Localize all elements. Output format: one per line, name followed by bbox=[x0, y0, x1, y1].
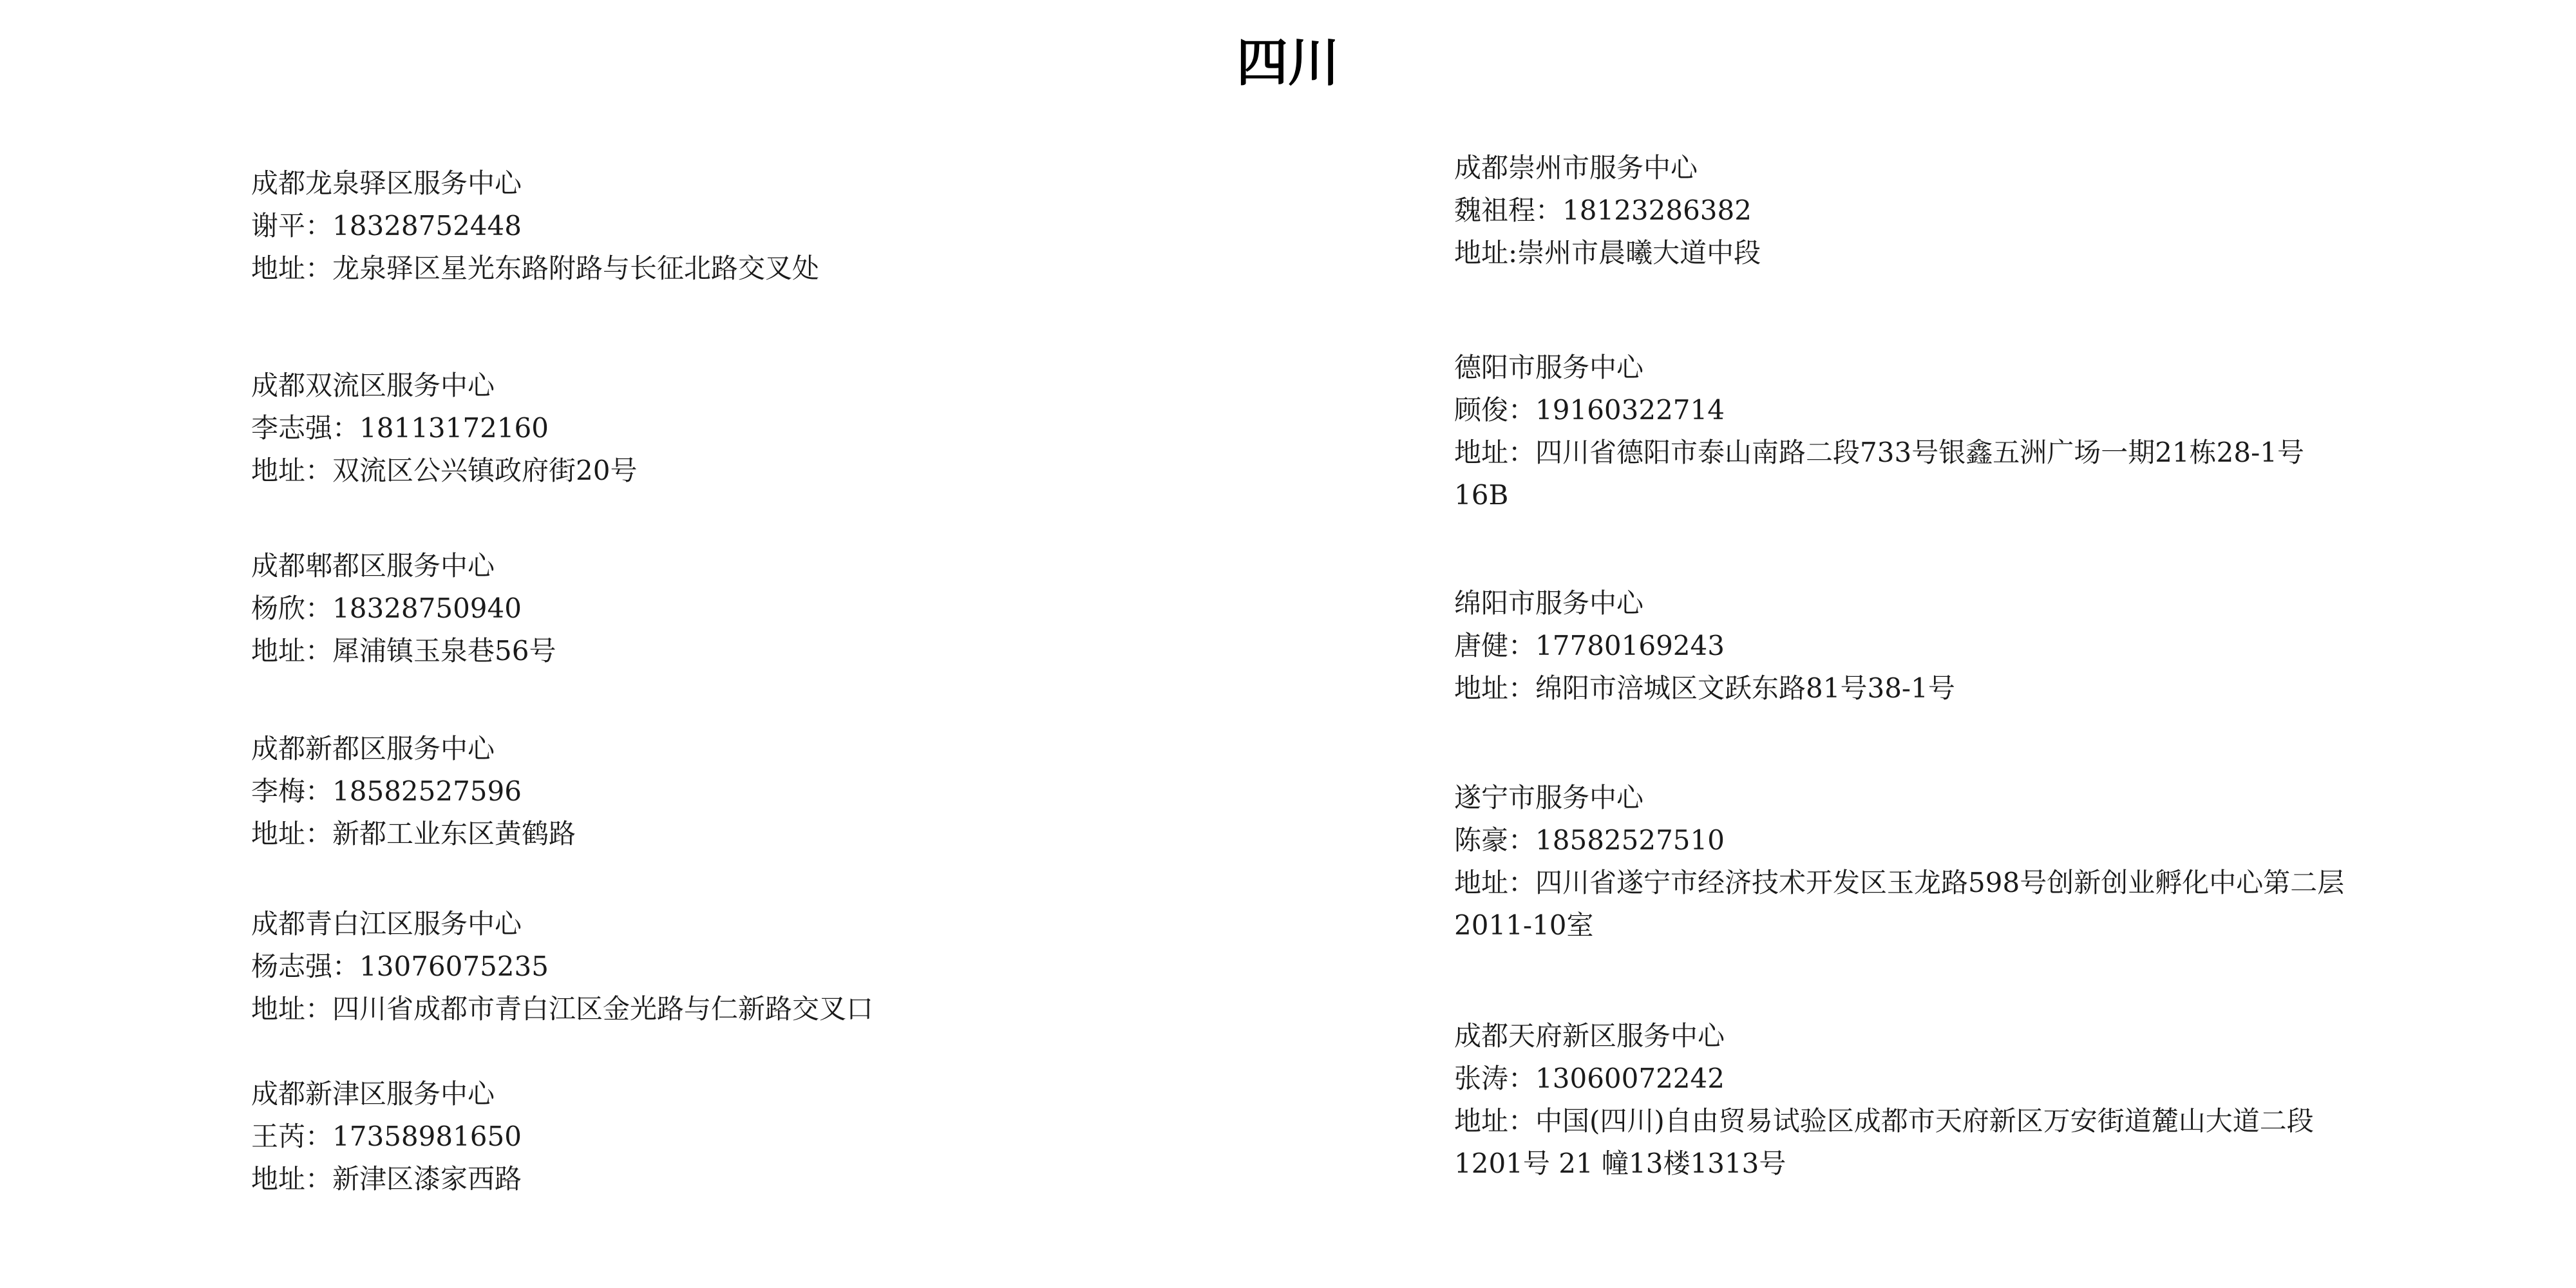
contact-name: 王芮 bbox=[251, 1121, 306, 1152]
address-text: 绵阳市涪城区文跃东路81号38-1号 bbox=[1535, 672, 1955, 704]
contact-line: 张涛：13060072242 bbox=[1454, 1063, 1725, 1094]
contact-name: 张涛 bbox=[1454, 1063, 1509, 1094]
service-center-entry bbox=[251, 365, 1378, 492]
address-line: 地址：四川省遂宁市经济技术开发区玉龙路598号创新创业孵化中心第二层2011-10室 bbox=[1454, 867, 2345, 941]
contact-line: 李梅：18582527596 bbox=[251, 775, 522, 807]
contact-line: 杨志强：13076075235 bbox=[251, 951, 549, 982]
center-name: 绵阳市服务中心 bbox=[1454, 587, 1644, 619]
address-text: 双流区公兴镇政府街20号 bbox=[332, 455, 638, 486]
address-label: 地址 bbox=[251, 818, 306, 849]
contact-name: 李志强 bbox=[251, 412, 333, 444]
address-text: 龙泉驿区星光东路附路与长征北路交叉处 bbox=[332, 252, 820, 284]
service-center-entry bbox=[251, 162, 1378, 290]
address-label: 地址 bbox=[251, 455, 306, 486]
address-label: 地址 bbox=[1454, 867, 1509, 898]
service-center-entry bbox=[251, 1073, 1378, 1200]
center-name: 德阳市服务中心 bbox=[1454, 352, 1644, 383]
address-line: 地址：新津区漆家西路 bbox=[251, 1163, 522, 1195]
service-center-entry bbox=[1454, 1015, 2356, 1185]
address-line: 地址：绵阳市涪城区文跃东路81号38-1号 bbox=[1454, 672, 1955, 704]
contact-phone: 18582527510 bbox=[1535, 824, 1725, 856]
address-text: 新津区漆家西路 bbox=[332, 1163, 522, 1195]
address-label: 地址 bbox=[1454, 1105, 1509, 1137]
address-label: 地址 bbox=[251, 252, 306, 284]
address-label: 地址 bbox=[1454, 237, 1509, 269]
contact-line: 王芮：17358981650 bbox=[251, 1121, 522, 1152]
address-text: 四川省遂宁市经济技术开发区玉龙路598号创新创业孵化中心第二层2011-10室 bbox=[1454, 867, 2345, 941]
address-label: 地址 bbox=[251, 635, 306, 667]
address-text: 四川省德阳市泰山南路二段733号银鑫五洲广场一期21栋28-1号16B bbox=[1454, 437, 2304, 511]
address-line: 地址：龙泉驿区星光东路附路与长征北路交叉处 bbox=[251, 252, 820, 284]
contact-phone: 17358981650 bbox=[332, 1121, 522, 1152]
contact-phone: 18582527596 bbox=[332, 775, 522, 807]
address-line: 地址：四川省成都市青白江区金光路与仁新路交叉口 bbox=[251, 993, 874, 1025]
contact-line: 魏祖程：18123286382 bbox=[1454, 194, 1752, 226]
contact-phone: 18328750940 bbox=[332, 592, 522, 624]
contact-phone: 18328752448 bbox=[332, 210, 522, 242]
center-name: 成都新都区服务中心 bbox=[251, 733, 495, 764]
contact-name: 谢平 bbox=[251, 210, 306, 242]
contact-line: 唐健：17780169243 bbox=[1454, 630, 1725, 661]
contact-line: 杨欣：18328750940 bbox=[251, 592, 522, 624]
address-line: 地址：中国(四川)自由贸易试验区成都市天府新区万安街道麓山大道二段 1201号 21 幢13楼1313号 bbox=[1454, 1105, 2314, 1179]
center-name: 成都郫都区服务中心 bbox=[251, 550, 495, 582]
contact-line: 李志强：18113172160 bbox=[251, 412, 549, 444]
address-text: 犀浦镇玉泉巷56号 bbox=[332, 635, 556, 667]
contact-phone: 18113172160 bbox=[359, 412, 549, 444]
address-label: 地址 bbox=[251, 993, 306, 1025]
contact-phone: 19160322714 bbox=[1535, 394, 1725, 426]
center-name: 遂宁市服务中心 bbox=[1454, 782, 1644, 813]
service-center-entry bbox=[251, 728, 1378, 855]
address-text: 新都工业东区黄鹤路 bbox=[332, 818, 576, 849]
address-line: 地址：新都工业东区黄鹤路 bbox=[251, 818, 576, 849]
contact-name: 杨志强 bbox=[251, 951, 333, 982]
center-name: 成都天府新区服务中心 bbox=[1454, 1020, 1725, 1052]
address-label: 地址 bbox=[1454, 672, 1509, 704]
center-name: 成都双流区服务中心 bbox=[251, 370, 495, 401]
address-text: 崇州市晨曦大道中段 bbox=[1517, 237, 1761, 269]
center-name: 成都崇州市服务中心 bbox=[1454, 152, 1698, 184]
service-center-entry bbox=[1454, 777, 2356, 947]
address-line: 地址：四川省德阳市泰山南路二段733号银鑫五洲广场一期21栋28-1号16B bbox=[1454, 437, 2304, 511]
contact-phone: 18123286382 bbox=[1562, 194, 1752, 226]
page-title: 四川 bbox=[1236, 33, 1340, 93]
contact-phone: 17780169243 bbox=[1535, 630, 1725, 661]
contact-phone: 13060072242 bbox=[1535, 1063, 1725, 1094]
contact-name: 杨欣 bbox=[251, 592, 306, 624]
address-line: 地址：犀浦镇玉泉巷56号 bbox=[251, 635, 556, 667]
address-text: 四川省成都市青白江区金光路与仁新路交叉口 bbox=[332, 993, 874, 1025]
service-center-entry bbox=[1454, 346, 2356, 516]
service-center-entry bbox=[251, 903, 1378, 1030]
contact-line: 陈豪：18582527510 bbox=[1454, 824, 1725, 856]
center-name: 成都新津区服务中心 bbox=[251, 1078, 495, 1110]
contact-name: 唐健 bbox=[1454, 630, 1509, 661]
address-text: 中国(四川)自由贸易试验区成都市天府新区万安街道麓山大道二段 1201号 21 幢13楼1313号 bbox=[1454, 1105, 2314, 1179]
service-center-entry bbox=[251, 545, 1378, 672]
contact-line: 顾俊：19160322714 bbox=[1454, 394, 1725, 426]
address-label: 地址 bbox=[1454, 437, 1509, 468]
contact-name: 陈豪 bbox=[1454, 824, 1509, 856]
contact-name: 魏祖程 bbox=[1454, 194, 1536, 226]
address-line: 地址：双流区公兴镇政府街20号 bbox=[251, 455, 638, 486]
contact-name: 顾俊 bbox=[1454, 394, 1509, 426]
center-name: 成都龙泉驿区服务中心 bbox=[251, 167, 522, 199]
contact-name: 李梅 bbox=[251, 775, 306, 807]
address-line: 地址:崇州市晨曦大道中段 bbox=[1454, 237, 1761, 269]
address-label: 地址 bbox=[251, 1163, 306, 1195]
service-center-entry bbox=[1454, 147, 2356, 274]
contact-line: 谢平：18328752448 bbox=[251, 210, 522, 242]
center-name: 成都青白江区服务中心 bbox=[251, 908, 522, 940]
contact-phone: 13076075235 bbox=[359, 951, 549, 982]
service-center-entry bbox=[1454, 582, 2356, 710]
